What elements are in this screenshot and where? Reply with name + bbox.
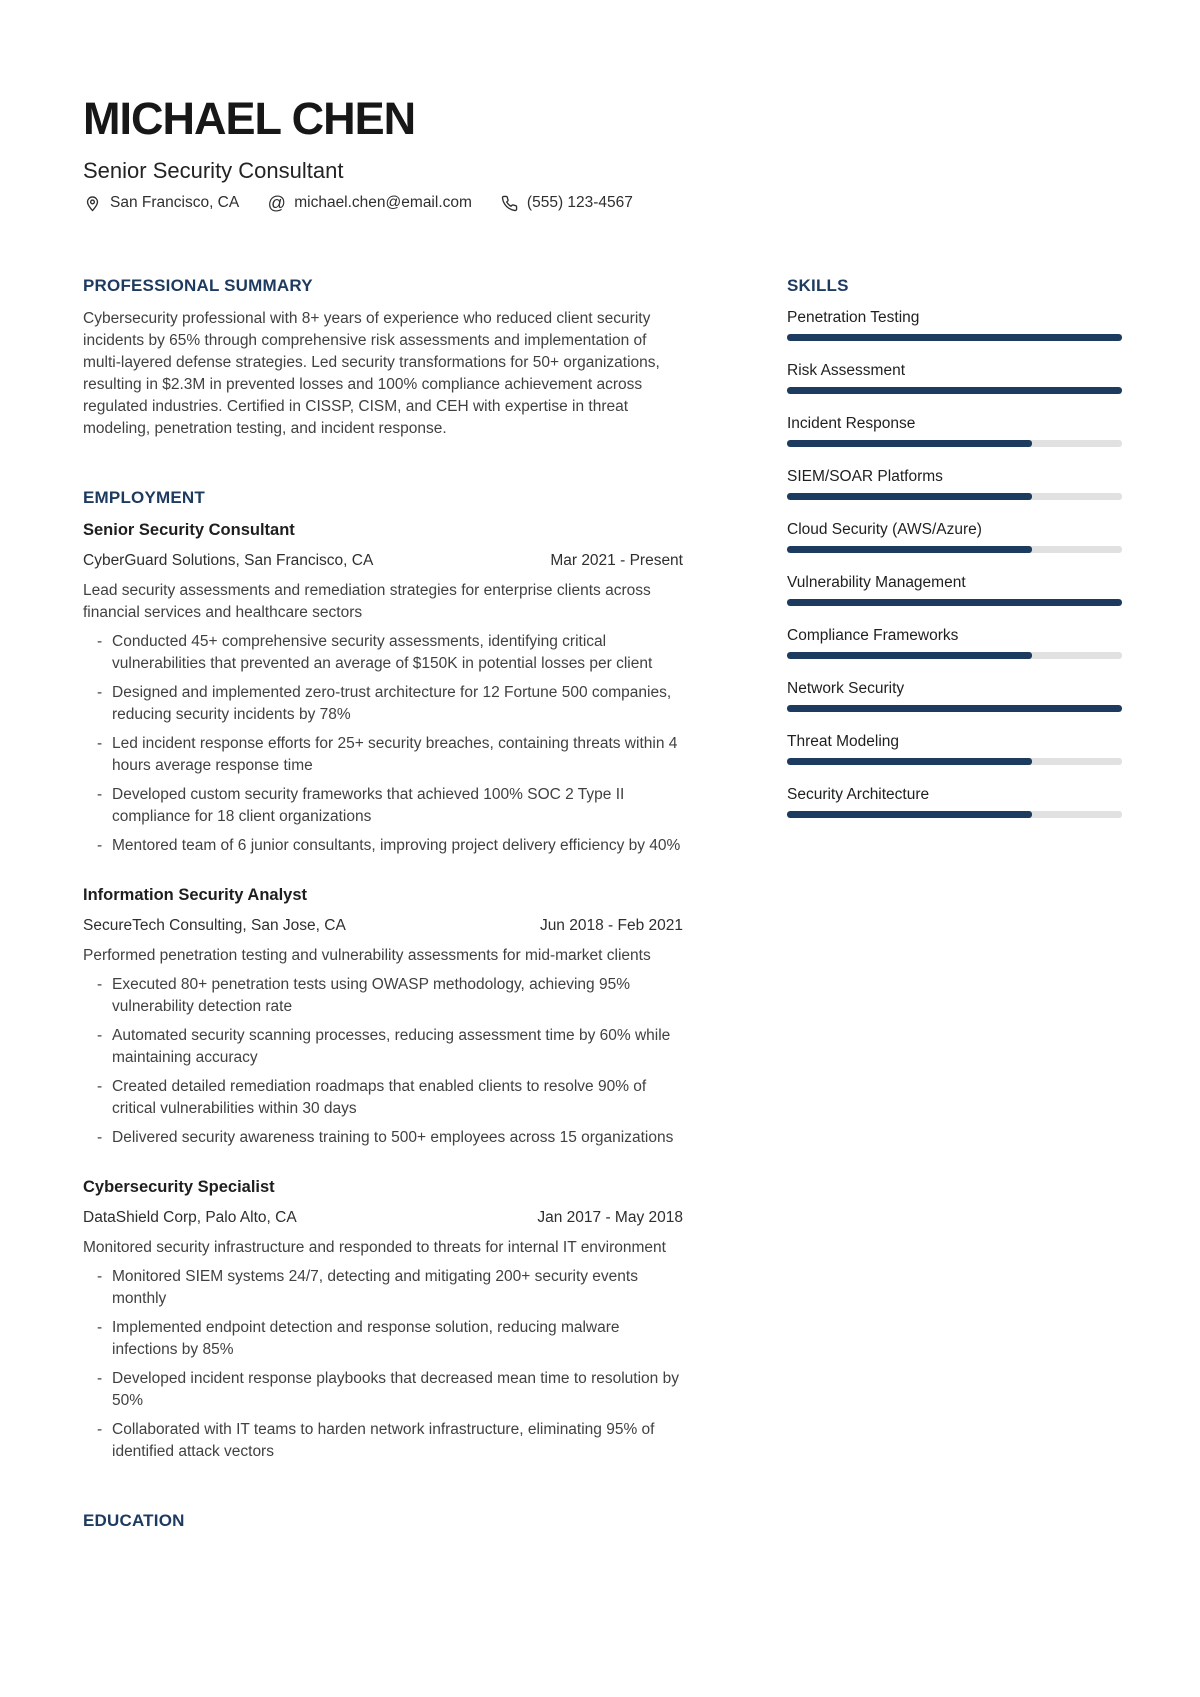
employment-heading: EMPLOYMENT <box>83 488 205 507</box>
skill-name: Security Architecture <box>787 786 930 803</box>
content-columns <box>83 276 1122 1543</box>
skill-item <box>787 308 1122 341</box>
skill-bar-fill <box>787 705 1122 712</box>
skill-item <box>787 467 1122 500</box>
skill-bar-fill <box>787 652 1032 659</box>
job-bullet: - Mentored team of 6 junior consultants, improving project delivery efficiency by 40% <box>83 835 683 857</box>
skill-name: Risk Assessment <box>787 362 906 379</box>
skill-name: Threat Modeling <box>787 733 900 750</box>
job-bullet: - Developed incident response playbooks that decreased mean time to resolution by 50% <box>83 1368 683 1412</box>
job-list <box>83 520 683 1463</box>
job-bullet: - Led incident response efforts for 25+ security breaches, containing threats within 4 hours average response time <box>83 733 683 777</box>
job-company-row <box>83 915 683 936</box>
contact-location-text: San Francisco, CA <box>110 194 240 211</box>
sidebar-column <box>787 276 1122 1543</box>
job-bullet: - Automated security scanning processes, reducing assessment time by 60% while maintaining accuracy <box>83 1025 683 1069</box>
job-company: SecureTech Consulting, San Jose, CA <box>83 917 346 934</box>
location-pin-icon <box>83 194 102 213</box>
skill-bar-track <box>787 387 1122 394</box>
employment-section <box>83 488 683 1463</box>
summary-section <box>83 276 683 440</box>
skill-name: Penetration Testing <box>787 309 920 326</box>
job-summary: Monitored security infrastructure and responded to threats for internal IT environment <box>83 1239 666 1256</box>
phone-icon <box>500 194 519 213</box>
skill-bar-track <box>787 493 1122 500</box>
contact-email <box>267 192 472 214</box>
job-bullet-list <box>83 974 683 1149</box>
job-company-row <box>83 1207 683 1228</box>
skill-name: Vulnerability Management <box>787 574 966 591</box>
job-bullet: - Implemented endpoint detection and response solution, reducing malware infections by 85% <box>83 1317 683 1361</box>
contact-email-text: michael.chen@email.com <box>294 194 472 211</box>
skill-name: SIEM/SOAR Platforms <box>787 468 943 485</box>
headline-title: Senior Security Consultant <box>83 158 344 183</box>
job-title: Cybersecurity Specialist <box>83 1178 275 1196</box>
skills-heading: SKILLS <box>787 276 849 295</box>
job-entry <box>83 1177 683 1463</box>
job-company-row <box>83 550 683 571</box>
skill-name: Network Security <box>787 680 905 697</box>
skill-name: Incident Response <box>787 415 916 432</box>
contact-phone <box>500 192 633 214</box>
skill-bar-fill <box>787 599 1122 606</box>
job-company: DataShield Corp, Palo Alto, CA <box>83 1209 297 1226</box>
skill-bar-track <box>787 599 1122 606</box>
job-bullet-list <box>83 631 683 857</box>
skill-item <box>787 626 1122 659</box>
skill-item <box>787 414 1122 447</box>
resume-header <box>83 93 1122 214</box>
job-bullet: - Monitored SIEM systems 24/7, detecting and mitigating 200+ security events monthly <box>83 1266 683 1310</box>
skill-item <box>787 785 1122 818</box>
education-section <box>83 1511 683 1531</box>
job-title: Information Security Analyst <box>83 886 308 904</box>
job-bullet: - Delivered security awareness training to 500+ employees across 15 organizations <box>83 1127 683 1149</box>
at-sign-icon: @ <box>267 193 286 213</box>
skill-bar-track <box>787 758 1122 765</box>
skills-section <box>787 276 1122 818</box>
job-bullet: - Executed 80+ penetration tests using OWASP methodology, achieving 95% vulnerability detection rate <box>83 974 683 1018</box>
skill-item <box>787 520 1122 553</box>
skill-list <box>787 308 1122 818</box>
skill-bar-fill <box>787 546 1032 553</box>
summary-text: Cybersecurity professional with 8+ years of experience who reduced client security incidents by 65% through comprehensive risk assessments and implementation of multi-layered defense strategies. Led security transformations for 50+ organizations, resulting in $2.3M in prevented losses and 100% compliance achievement across regulated industries. Certified in CISSP, CISM, and CEH with expertise in threat modeling, penetration testing, and incident response. <box>83 310 660 437</box>
job-summary: Performed penetration testing and vulnerability assessments for mid-market clients <box>83 947 651 964</box>
skill-bar-fill <box>787 493 1032 500</box>
person-name: MICHAEL CHEN <box>83 93 416 144</box>
skill-bar-fill <box>787 811 1032 818</box>
job-bullet: - Developed custom security frameworks that achieved 100% SOC 2 Type II compliance for 18 client organizations <box>83 784 683 828</box>
skill-item <box>787 732 1122 765</box>
job-dates: Mar 2021 - Present <box>550 552 683 569</box>
job-dates: Jan 2017 - May 2018 <box>537 1209 683 1226</box>
skill-bar-fill <box>787 758 1032 765</box>
job-title: Senior Security Consultant <box>83 521 295 539</box>
skill-bar-fill <box>787 334 1122 341</box>
education-heading: EDUCATION <box>83 1511 185 1530</box>
skill-bar-fill <box>787 387 1122 394</box>
skill-item <box>787 361 1122 394</box>
summary-heading: PROFESSIONAL SUMMARY <box>83 276 313 295</box>
job-entry <box>83 520 683 857</box>
skill-bar-track <box>787 334 1122 341</box>
main-column <box>83 276 683 1543</box>
job-bullet: - Conducted 45+ comprehensive security assessments, identifying critical vulnerabilities that prevented an average of $150K in potential losses per client <box>83 631 683 675</box>
skill-bar-track <box>787 652 1122 659</box>
contact-row <box>83 192 1122 214</box>
job-summary: Lead security assessments and remediation strategies for enterprise clients across financial services and healthcare sectors <box>83 582 651 621</box>
skill-bar-track <box>787 811 1122 818</box>
job-bullet-list <box>83 1266 683 1463</box>
job-bullet: - Created detailed remediation roadmaps that enabled clients to resolve 90% of critical vulnerabilities within 30 days <box>83 1076 683 1120</box>
job-bullet: - Collaborated with IT teams to harden network infrastructure, eliminating 95% of identified attack vectors <box>83 1419 683 1463</box>
job-dates: Jun 2018 - Feb 2021 <box>539 917 683 934</box>
skill-bar-track <box>787 440 1122 447</box>
skill-bar-track <box>787 705 1122 712</box>
contact-location <box>83 192 239 214</box>
skill-bar-track <box>787 546 1122 553</box>
contact-phone-text: (555) 123-4567 <box>526 194 633 211</box>
job-company: CyberGuard Solutions, San Francisco, CA <box>83 552 374 569</box>
skill-bar-fill <box>787 440 1032 447</box>
skill-name: Compliance Frameworks <box>787 627 959 644</box>
skill-name: Cloud Security (AWS/Azure) <box>787 521 982 538</box>
job-bullet: - Designed and implemented zero-trust architecture for 12 Fortune 500 companies, reducing security incidents by 78% <box>83 682 683 726</box>
job-entry <box>83 885 683 1149</box>
skill-item <box>787 679 1122 712</box>
skill-item <box>787 573 1122 606</box>
